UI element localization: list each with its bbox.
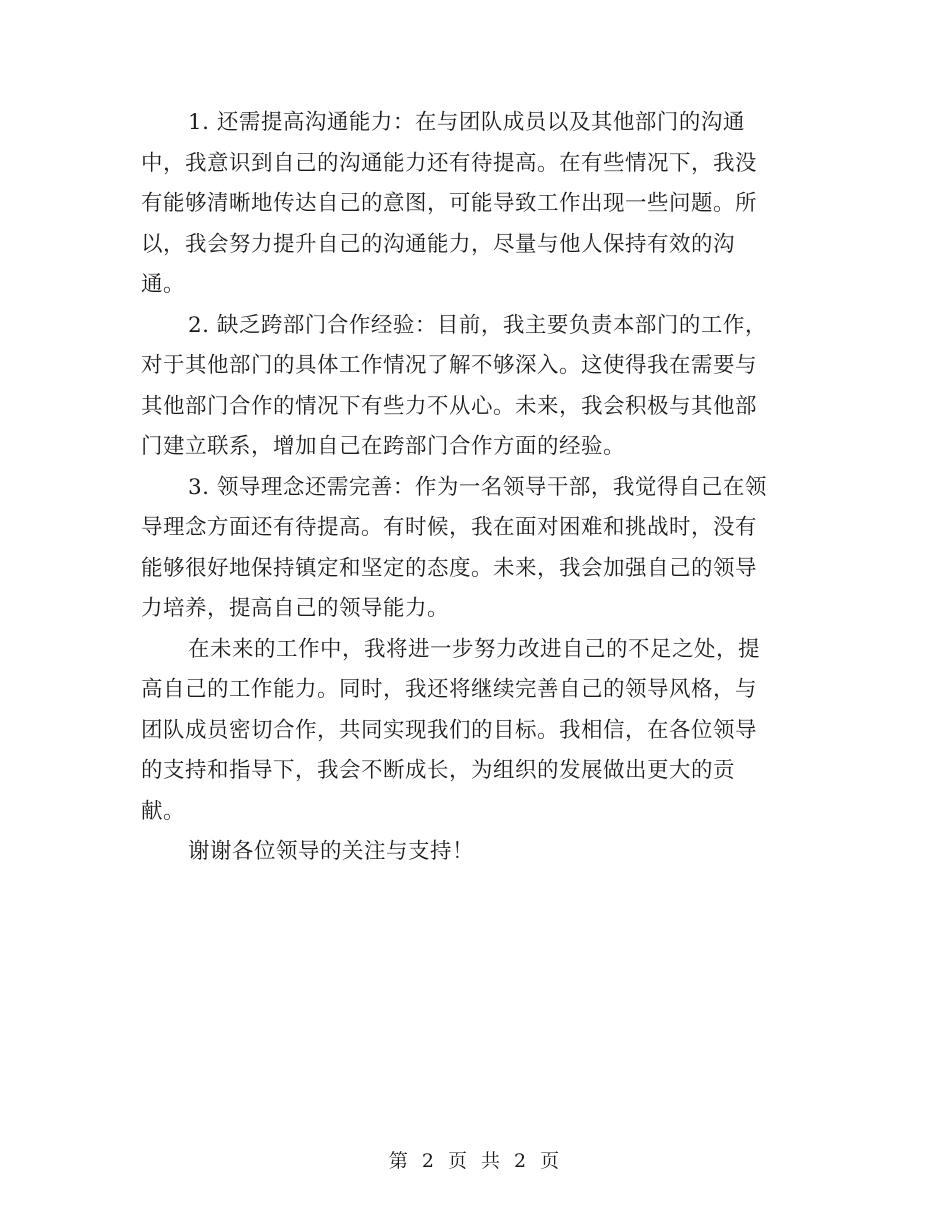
text-line: 通。 [141, 272, 186, 297]
text-line: 在未来的工作中，我将进一步努力改进自己的不足之处，提 [188, 636, 761, 662]
text-line: 献。 [141, 798, 186, 824]
text-line: 有能够清晰地传达自己的意图，可能导致工作出现一些问题。所 [141, 191, 758, 216]
text-line: 2. 缺乏跨部门合作经验：目前，我主要负责本部门的工作， [188, 312, 767, 338]
text-line: 以，我会努力提升自己的沟通能力，尽量与他人保持有效的沟 [141, 231, 736, 257]
paragraph-thanks [141, 832, 811, 873]
paragraph-cross-department [141, 306, 811, 468]
text-line: 高自己的工作能力。同时，我还将继续完善自己的领导风格，与 [141, 677, 758, 702]
text-line: 其他部门合作的情况下有些力不从心。未来，我会积极与其他部 [141, 393, 758, 419]
text-line: 对于其他部门的具体工作情况了解不够深入。这使得我在需要与 [141, 353, 758, 378]
text-line: 导理念方面还有待提高。有时候，我在面对困难和挑战时，没有 [141, 515, 758, 540]
text-line: 门建立联系，增加自己在跨部门合作方面的经验。 [141, 434, 626, 459]
text-line: 谢谢各位领导的关注与支持！ [188, 839, 475, 864]
paragraph-future [141, 630, 811, 833]
text-line: 1. 还需提高沟通能力：在与团队成员以及其他部门的沟通 [188, 110, 745, 135]
text-line: 力培养，提高自己的领导能力。 [141, 596, 450, 621]
text-line: 3. 领导理念还需完善：作为一名领导干部，我觉得自己在领 [188, 474, 767, 500]
text-line: 能够很好地保持镇定和坚定的态度。未来，我会加强自己的领导 [141, 555, 758, 581]
page-number-footer: 第 2 页 共 2 页 [388, 1150, 562, 1172]
text-line: 的支持和指导下，我会不断成长，为组织的发展做出更大的贡 [141, 758, 736, 783]
document-body [141, 103, 811, 873]
text-line: 中，我意识到自己的沟通能力还有待提高。在有些情况下，我没 [141, 150, 758, 176]
paragraph-communication [141, 103, 811, 306]
paragraph-leadership [141, 468, 811, 630]
text-line: 团队成员密切合作，共同实现我们的目标。我相信，在各位领导 [141, 717, 758, 743]
